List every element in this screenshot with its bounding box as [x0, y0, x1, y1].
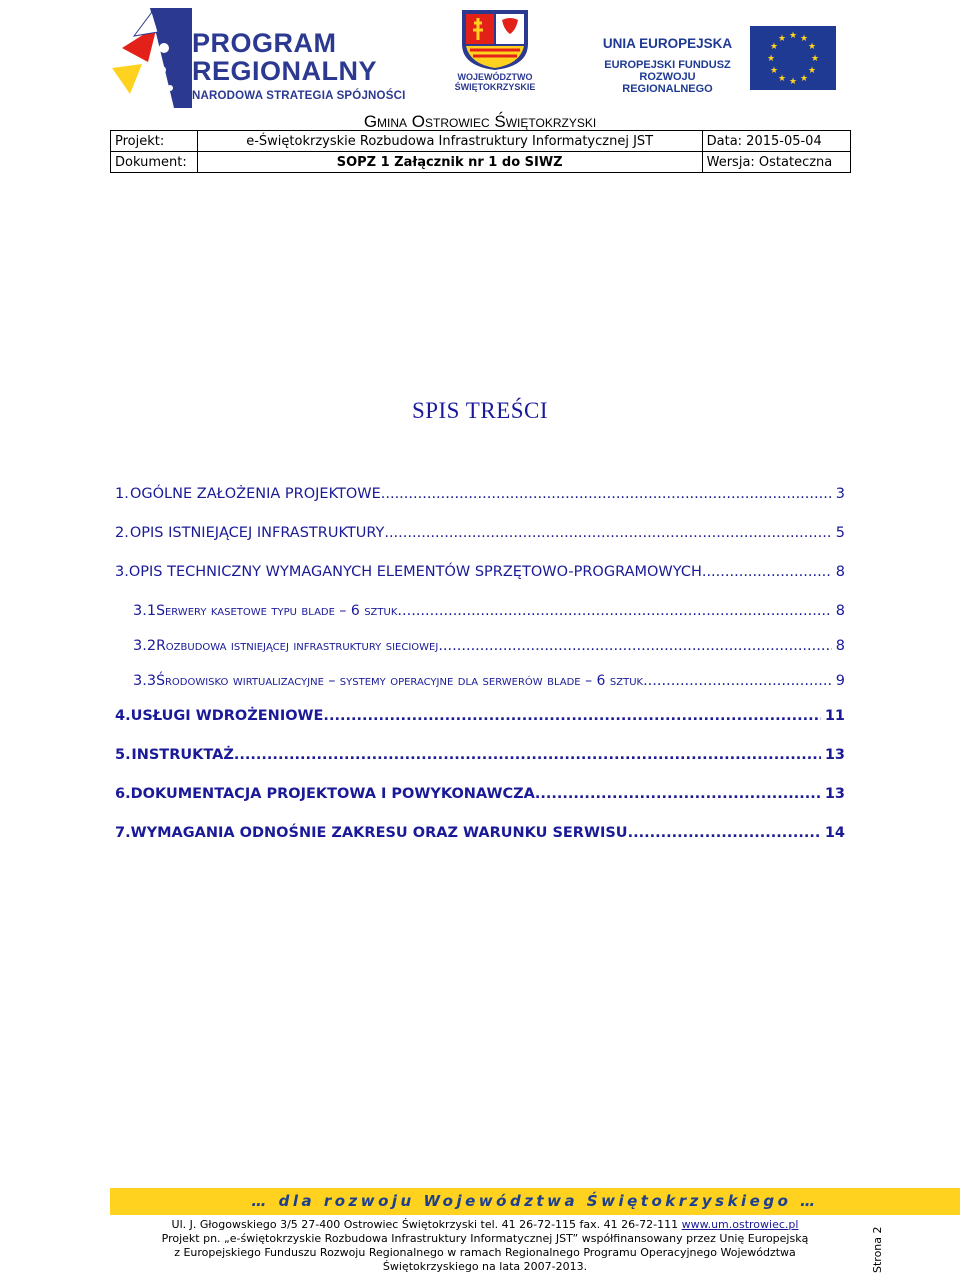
- toc-entry[interactable]: [115, 825, 845, 864]
- footer-project-line-2: z Europejskiego Funduszu Rozwoju Regionalnego w ramach Regionalnego Programu Operacyjnego Województwa: [174, 1246, 796, 1259]
- sw-line-1: WOJEWÓDZTWO: [457, 72, 533, 82]
- toc-entry-text: DOKUMENTACJA PROJEKTOWA I POWYKONAWCZA: [130, 786, 535, 802]
- toc-entry-page: 14: [824, 825, 845, 841]
- eu-flag-icon: [750, 26, 836, 90]
- info-label: Dokument:: [111, 152, 198, 173]
- toc-entry-text: INSTRUKTAŻ: [131, 747, 234, 763]
- toc-entry-text: OPIS TECHNICZNY WYMAGANYCH ELEMENTÓW SPRZĘTOWO-PROGRAMOWYCH: [128, 564, 702, 580]
- svg-text:★: ★: [788, 31, 798, 41]
- toc-entry-text: USŁUGI WDROŻENIOWE.: [130, 708, 329, 724]
- info-value: e-Świętokrzyskie Rozbudowa Infrastruktury Informatycznej JST: [197, 131, 702, 152]
- toc-entry-page: 13: [824, 786, 845, 802]
- svg-text:★: ★: [769, 66, 779, 76]
- toc-dot-leader: [381, 486, 832, 502]
- svg-text:★: ★: [807, 42, 817, 52]
- toc-entry-text: OGÓLNE ZAŁOŻENIA PROJEKTOWE: [130, 486, 381, 502]
- toc-entry-number: 3.2: [133, 638, 157, 654]
- toc-entry-page: 3: [835, 486, 845, 502]
- toc-entry-number: 2.: [115, 525, 129, 541]
- toc-entry-number: 6.: [115, 786, 131, 802]
- pr-line-program: PROGRAM: [192, 28, 337, 58]
- coat-of-arms-icon: [440, 6, 550, 72]
- toc-entry[interactable]: [115, 708, 845, 747]
- toc-entry[interactable]: [115, 786, 845, 825]
- toc-dot-leader: [234, 747, 821, 763]
- document-info-table: [110, 130, 851, 173]
- toc-dot-leader: [438, 638, 831, 654]
- toc-dot-leader: [384, 525, 831, 541]
- svg-text:★: ★: [766, 54, 776, 64]
- toc-entry[interactable]: [115, 673, 845, 708]
- toc-dot-leader: [702, 564, 832, 580]
- toc-entry[interactable]: [115, 486, 845, 525]
- wojewodztwo-logo: [440, 6, 540, 106]
- table-of-contents: [115, 486, 845, 864]
- svg-text:★: ★: [799, 34, 809, 44]
- toc-dot-leader: [397, 603, 831, 619]
- footer-website-link[interactable]: www.um.ostrowiec.pl: [681, 1218, 799, 1231]
- toc-entry-page: 11: [824, 708, 845, 724]
- toc-entry-number: 4.: [115, 708, 131, 724]
- toc-entry-text: Rozbudowa istniejącej infrastruktury sieciowej: [156, 638, 439, 654]
- toc-entry-number: 7.: [115, 825, 131, 841]
- footer-project-line-3: Świętokrzyskiego na lata 2007-2013.: [382, 1260, 588, 1273]
- toc-entry-number: 5.: [115, 747, 131, 763]
- toc-entry-page: 8: [835, 638, 845, 654]
- svg-text:★: ★: [769, 42, 779, 52]
- footer-slogan-bar: [110, 1188, 960, 1215]
- footer-address-line: [110, 1218, 860, 1232]
- footer-project-line-1: Projekt pn. „e-świętokrzyskie Rozbudowa Infrastruktury Informatycznej JST” współfinansowany przez Unię Europejską: [161, 1232, 809, 1245]
- toc-dot-leader: [535, 786, 821, 802]
- svg-text:★: ★: [799, 74, 809, 84]
- eu-line-fundusz: EUROPEJSKI FUNDUSZ: [604, 59, 731, 71]
- toc-dot-leader: [643, 673, 832, 689]
- toc-entry-number: 1.: [115, 486, 129, 502]
- footer-slogan: … dla rozwoju Województwa Świętokrzyskiego …: [251, 1192, 819, 1210]
- toc-entry[interactable]: [115, 564, 845, 603]
- svg-text:★: ★: [810, 54, 820, 64]
- gmina-title: Gmina Ostrowiec Świętokrzyski: [363, 112, 597, 131]
- eu-line-rozwoju: ROZWOJU REGIONALNEGO: [622, 71, 713, 95]
- info-value: SOPZ 1 Załącznik nr 1 do SIWZ: [197, 152, 702, 173]
- info-date: Data: 2015-05-04: [702, 131, 850, 152]
- toc-entry-page: 8: [835, 564, 845, 580]
- info-label: Projekt:: [111, 131, 198, 152]
- footer-contact: [110, 1218, 860, 1274]
- sw-line-2: ŚWIĘTOKRZYSKIE: [454, 82, 536, 93]
- eu-line-unia: UNIA EUROPEJSKA: [602, 36, 733, 51]
- svg-text:★: ★: [777, 74, 787, 84]
- toc-entry-text: WYMAGANIA ODNOŚNIE ZAKRESU ORAZ WARUNKU SERWISU: [130, 825, 628, 841]
- toc-entry-page: 8: [835, 603, 845, 619]
- info-version: Wersja: Ostateczna: [702, 152, 850, 173]
- pr-line-strategia: NARODOWA STRATEGIA SPÓJNOŚCI: [192, 90, 406, 102]
- toc-entry-number: 3.1: [133, 603, 157, 619]
- page-number: Strona 2: [871, 1226, 884, 1273]
- svg-text:★: ★: [807, 66, 817, 76]
- toc-entry-text: OPIS ISTNIEJĄCEJ INFRASTRUKTURY: [129, 525, 385, 541]
- info-row-projekt: [111, 131, 851, 152]
- toc-entry-page: 5: [835, 525, 845, 541]
- wojewodztwo-caption: [440, 72, 550, 93]
- logo-bar: [0, 0, 960, 112]
- toc-entry[interactable]: [115, 525, 845, 564]
- toc-entry[interactable]: [115, 638, 845, 673]
- toc-entry[interactable]: [115, 747, 845, 786]
- program-regionalny-wordmark: [192, 30, 405, 103]
- svg-text:★: ★: [788, 77, 798, 87]
- toc-entry-number: 3.3: [133, 673, 157, 689]
- pr-line-regionalny: REGIONALNY: [192, 56, 378, 86]
- toc-entry-number: 3.: [115, 564, 129, 580]
- toc-dot-leader: [628, 825, 821, 841]
- toc-entry-page: 9: [835, 673, 845, 689]
- toc-dot-leader: [329, 708, 821, 724]
- footer-address: Ul. J. Głogowskiego 3/5 27-400 Ostrowiec Świętokrzyski tel. 41 26-72-115 fax. 41 26-72-111: [171, 1218, 679, 1231]
- toc-entry-page: 13: [824, 747, 845, 763]
- eu-wordmark: [595, 36, 740, 95]
- eu-logo: [595, 26, 855, 106]
- toc-entry-text: Serwery kasetowe typu blade – 6 sztuk: [156, 603, 398, 619]
- program-regionalny-emblem: [112, 8, 192, 108]
- toc-entry-text: Środowisko wirtualizacyjne – systemy operacyjne dla serwerów blade – 6 sztuk: [156, 673, 644, 689]
- svg-text:★: ★: [777, 34, 787, 44]
- info-row-dokument: [111, 152, 851, 173]
- program-regionalny-logo: [112, 8, 422, 108]
- toc-title: SPIS TREŚCI: [411, 398, 549, 423]
- toc-entry[interactable]: [115, 603, 845, 638]
